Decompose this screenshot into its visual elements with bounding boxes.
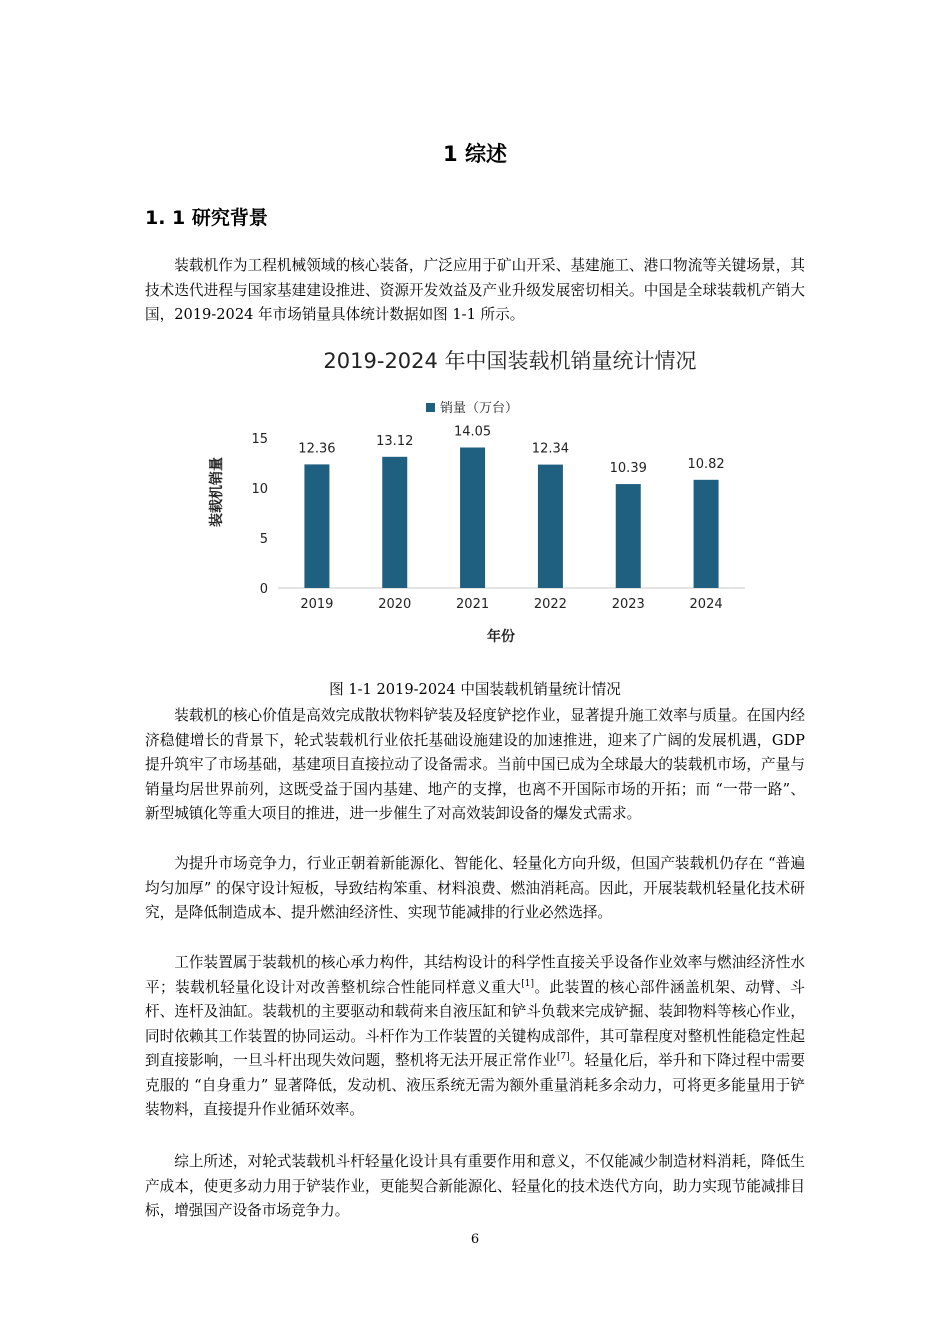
bar-2024 [694, 480, 719, 588]
paragraph-text: 工作装置属于装载机的核心承力构件，其结构设计的科学性直接关乎设备作业效率与燃油经济性水平；装载机轻量化设计对改善整机综合性能同样意义重大 [145, 954, 805, 996]
citation-ref: [1] [521, 978, 535, 989]
y-tick-label: 0 [259, 582, 268, 597]
x-tick-label-2021: 2021 [456, 597, 490, 612]
paragraph-design-gap: 为提升市场竞争力，行业正朝着新能源化、智能化、轻量化方向升级，但国产装载机仍存在 “普遍均匀加厚” 的保守设计短板，导致结构笨重、材料浪费、燃油消耗高。因此，开展装载机轻量化技术研究，是降低制造成本、提升燃油经济性、实现节能减排的行业必然选择。 [145, 855, 805, 921]
bars [304, 448, 718, 589]
value-label-2019: 12.36 [298, 441, 336, 457]
legend-label: 销量（万台） [440, 401, 519, 416]
y-tick-label: 5 [259, 532, 268, 547]
bar-2019 [304, 464, 329, 588]
value-label-2024: 10.82 [687, 456, 725, 472]
figure-caption: 图 1-1 2019-2024 中国装载机销量统计情况 [329, 681, 621, 698]
y-ticks [251, 432, 268, 597]
paragraph-conclusion: 综上所述，对轮式装载机斗杆轻量化设计具有重要作用和意义，不仅能减少制造材料消耗，降低生产成本，使更多动力用于铲装作业，更能契合新能源化、轻量化的技术迭代方向，助力实现节能减排目标，增强国产设备市场竞争力。 [145, 1153, 805, 1219]
chapter-heading: 1 综述 [443, 142, 507, 166]
bar-2022 [538, 465, 563, 588]
x-tick-label-2023: 2023 [611, 597, 645, 612]
value-label-2023: 10.39 [609, 461, 647, 477]
bar-2020 [382, 457, 407, 588]
page-number: 6 [470, 1232, 480, 1247]
chart-title: 2019-2024 年中国装载机销量统计情况 [323, 349, 697, 373]
chart-legend [426, 400, 518, 416]
bar-2023 [616, 484, 641, 588]
citation-ref: [7] [556, 1052, 570, 1063]
x-tick-label-2022: 2022 [533, 597, 567, 612]
paragraph-text: 。此装置的核心部件涵盖机架、动臂、斗杆、连杆及油缸。装载机的主要驱动和载荷来自液压缸和铲斗负载来完成铲掘、装卸物料等核心作业，同时依赖其工作装置的协同运动。斗杆作为工作装置的关键构成部件，其可靠程度对整机性能稳定性起到直接影响，一旦斗杆出现失效问题，整机将无法开展正常作业 [145, 978, 805, 1069]
x-axis-label: 年份 [487, 629, 515, 645]
value-label-2021: 14.05 [453, 424, 492, 440]
x-ticks [300, 597, 722, 612]
section-heading: 1. 1 研究背景 [145, 207, 268, 229]
value-labels [298, 425, 724, 477]
bar-2021 [460, 448, 485, 589]
value-label-2020: 13.12 [376, 433, 414, 449]
sales-bar-chart [190, 338, 770, 658]
paragraph-working-device [145, 951, 805, 1123]
x-tick-label-2020: 2020 [378, 597, 412, 612]
x-tick-label-2019: 2019 [300, 597, 334, 612]
intro-paragraph: 装载机作为工程机械领域的核心装备，广泛应用于矿山开采、基建施工、港口物流等关键场景，其技术迭代进程与国家基建建设推进、资源开发效益及产业升级发展密切相关。中国是全球装载机产销大国，2019-2024 年市场销量具体统计数据如图 1-1 所示。 [145, 257, 805, 323]
paragraph-value: 装载机的核心价值是高效完成散状物料铲装及轻度铲挖作业，显著提升施工效率与质量。在国内经济稳健增长的背景下，轮式装载机行业依托基础设施建设的加速推进，迎来了广阔的发展机遇，GDP 提升筑牢了市场基础，基建项目直接拉动了设备需求。当前中国已成为全球最大的装载机市场，产量与销量均居世界前列，这既受益于国内基建、地产的支撑，也离不开国际市场的开拓；而 “一带一路”、新型城镇化等重大项目的推进，进一步催生了对高效装卸设备的爆发式需求。 [145, 707, 805, 822]
y-tick-label: 15 [251, 432, 268, 447]
y-axis-label: 装载机销量 [209, 457, 225, 527]
paragraph-text: 。轻量化后，举升和下降过程中需要克服的 “自身重力” 显著降低，发动机、液压系统无需为额外重量消耗多余动力，可将更多能量用于铲装物料，直接提升作业循环效率。 [145, 1052, 805, 1118]
legend-swatch [426, 403, 435, 412]
x-tick-label-2024: 2024 [689, 597, 723, 612]
y-tick-label: 10 [251, 482, 268, 497]
value-label-2022: 12.34 [531, 441, 570, 457]
